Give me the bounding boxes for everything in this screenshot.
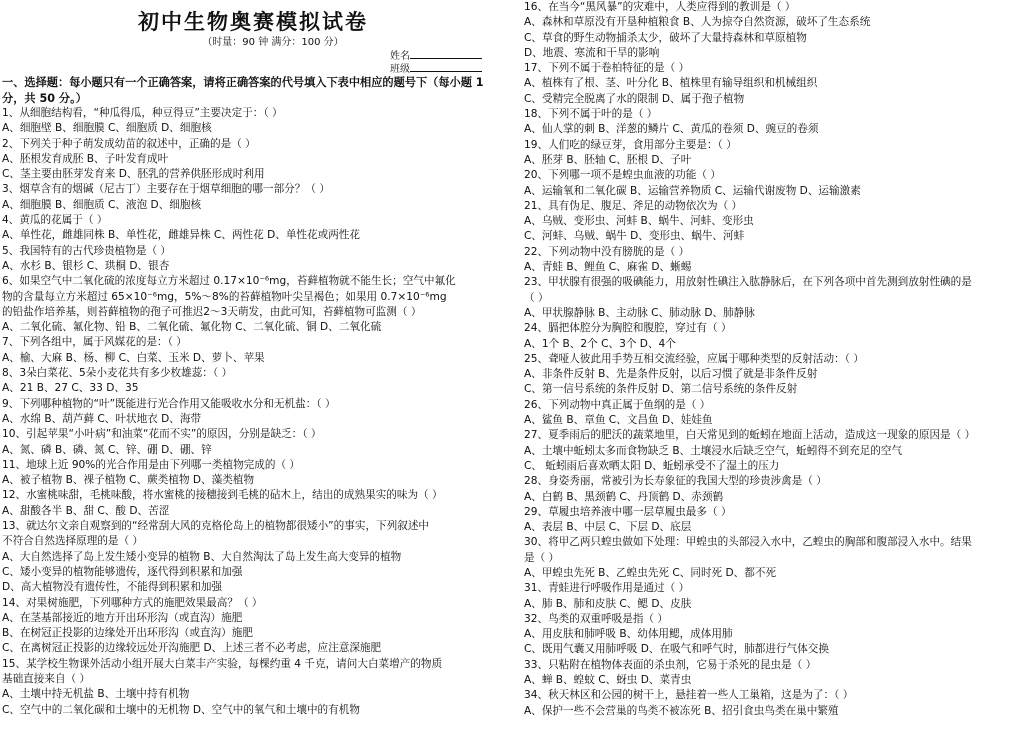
question-line: 26、下列动物中真正属于鱼纲的是（ ） bbox=[524, 398, 711, 411]
question-line: A、森林和草原没有开垦种植粮食 B、人为掠夺自然资源，破坏了生态系统 bbox=[524, 16, 871, 29]
page-title: 初中生物奥赛模拟试卷 bbox=[138, 9, 368, 34]
question-line: 9、下列哪种植物的“叶”既能进行光合作用又能吸收水分和无机盐：（ ） bbox=[2, 397, 336, 410]
question-line: 17、下列不属于卷柏特征的是（ ） bbox=[524, 62, 690, 75]
question-line: 15、某学校生物课外活动小组开展大白菜丰产实验，每棵约重 4 千克，请问大白菜增产的物质 bbox=[2, 657, 443, 670]
question-line: 7、下列各组中，属于风媒花的是：（ ） bbox=[2, 336, 187, 349]
question-line: A、鲨鱼 B、章鱼 C、文昌鱼 D、娃娃鱼 bbox=[524, 414, 713, 427]
question-line: A、水杉 B、银杉 C、珙桐 D、银杏 bbox=[2, 259, 170, 272]
question-line: A、土壤中蚯蚓太多而食物缺乏 B、土壤浸水后缺乏空气，蚯蚓得不到充足的空气 bbox=[524, 444, 903, 457]
class-label: 班级 bbox=[390, 64, 410, 75]
question-line: 18、下列不属于叶的是（ ） bbox=[524, 108, 658, 121]
exam-time-score: （时量：90 钟 满分：100 分） bbox=[202, 37, 344, 48]
question-line: D、高大植物没有遗传性，不能得到积累和加强 bbox=[2, 581, 223, 594]
question-line: A、甲状腺静脉 B、主动脉 C、肺动脉 D、肺静脉 bbox=[524, 306, 755, 319]
question-line: A、榆、大麻 B、杨、柳 C、白菜、玉米 D、萝卜、苹果 bbox=[2, 351, 265, 364]
question-line: C、河蚌、乌贼、蜗牛 D、变形虫、蜗牛、河蚌 bbox=[524, 230, 745, 243]
question-line: 28、身姿秀丽，常被引为长寿象征的我国大型的珍贵涉禽是（ ） bbox=[524, 475, 827, 488]
question-line: 31、青蛙进行呼吸作用是通过（ ） bbox=[524, 582, 690, 595]
question-line: 30、将甲乙两只蝗虫做如下处理：甲蝗虫的头部浸入水中，乙蝗虫的胸部和腹部浸入水中。结果 bbox=[524, 536, 972, 549]
question-line: 是（ ） bbox=[524, 551, 560, 564]
question-line: C、受精完全脱离了水的限制 D、属于孢子植物 bbox=[524, 92, 745, 105]
question-line: 不符合自然选择原理的是（ ） bbox=[2, 535, 144, 548]
question-line: A、在茎基部接近的地方开出环形沟（或直沟）施肥 bbox=[2, 611, 243, 624]
question-line: 16、在当今“黑风暴”的灾难中，人类应得到的教训是（ ） bbox=[524, 1, 796, 13]
left-column bbox=[0, 0, 506, 718]
question-line: A、保护一些不会营巢的鸟类不被冻死 B、招引食虫鸟类在巢中繁殖 bbox=[524, 704, 839, 717]
question-line: 24、膈把体腔分为胸腔和腹腔，穿过有（ ） bbox=[524, 322, 732, 335]
question-line: 4、黄瓜的花属于（ ） bbox=[2, 214, 108, 227]
question-list-right bbox=[512, 0, 1024, 719]
question-line: C、茎主要由胚芽发育来 D、胚乳的营养供胚形成时利用 bbox=[2, 168, 265, 181]
question-line: A、大自然选择了岛上发生矮小变异的植物 B、大自然淘汰了岛上发生高大变异的植物 bbox=[2, 550, 402, 563]
question-line: 的铅盐作培养基，则苔藓植物的孢子可推迟2～3天萌发，由此可知，苔藓植物可监测（ ） bbox=[2, 305, 422, 318]
question-line: A、二氧化硫、氟化物、铅 B、二氧化硫、氟化物 C、二氧化硫、铜 D、二氧化硫 bbox=[2, 321, 382, 334]
question-line: 25、聋哑人彼此用手势互相交流经验，应属于哪种类型的反射活动：（ ） bbox=[524, 352, 864, 365]
question-line: A、仙人掌的刺 B、洋葱的鳞片 C、黄瓜的卷须 D、豌豆的卷须 bbox=[524, 123, 819, 136]
question-line: A、水绵 B、葫芦藓 C、叶状地衣 D、海带 bbox=[2, 412, 202, 425]
right-column bbox=[512, 0, 1024, 719]
question-line: A、细胞壁 B、细胞膜 C、细胞质 D、细胞核 bbox=[2, 122, 212, 135]
question-line: 3、烟草含有的烟碱（尼古丁）主要存在于烟草细胞的哪一部分？（ ） bbox=[2, 183, 330, 196]
question-line: C、 蚯蚓雨后喜欢晒太阳 D、蚯蚓承受不了湿土的压力 bbox=[524, 459, 780, 472]
question-line: 物的含量每立方米超过 65×10⁻⁶mg，5%～8%的苔藓植物叶尖呈褐色；如果用 0.7×10⁻⁶mg bbox=[2, 290, 447, 303]
question-line: 21、具有伪足、腹足、斧足的动物依次为（ ） bbox=[524, 199, 743, 212]
class-field bbox=[0, 62, 506, 75]
question-line: （ ） bbox=[524, 291, 549, 304]
question-line: 2、下列关于种子萌发成幼苗的叙述中，正确的是（ ） bbox=[2, 137, 256, 150]
question-line: 23、甲状腺有很强的吸碘能力，用放射性碘注入肱静脉后，在下列各项中首先测到放射性碘的是 bbox=[524, 276, 972, 289]
question-line: 34、秋天林区和公园的树干上，悬挂着一些人工巢箱，这是为了：（ ） bbox=[524, 689, 854, 702]
question-line: 20、下列哪一项不是蝗虫血液的功能（ ） bbox=[524, 169, 721, 182]
question-line: 5、我国特有的古代珍贵植物是（ ） bbox=[2, 244, 172, 257]
class-blank bbox=[410, 62, 482, 72]
question-line: A、用皮肤和肺呼吸 B、幼体用鳃，成体用肺 bbox=[524, 628, 733, 641]
question-line: A、蝉 B、蝗蚊 C、蚜虫 D、菜青虫 bbox=[524, 674, 692, 687]
question-line: 33、只粘附在植物体表面的杀虫剂，它易于杀死的昆虫是（ ） bbox=[524, 658, 817, 671]
question-line: A、细胞膜 B、细胞质 C、液泡 D、细胞核 bbox=[2, 198, 202, 211]
question-line: A、甜酸各半 B、甜 C、酸 D、苦涩 bbox=[2, 504, 170, 517]
question-line: 27、夏季雨后的肥沃的蔬菜地里，白天常见到的蚯蚓在地面上活动，造成这一现象的原因是（ ） bbox=[524, 429, 976, 442]
question-line: C、既用气囊又用肺呼吸 D、在吸气和呼气时，肺都进行气体交换 bbox=[524, 643, 829, 656]
section-heading: 一、选择题：每小题只有一个正确答案，请将正确答案的代号填入下表中相应的题号下（每小题 1 分，共 50 分。） bbox=[2, 76, 484, 105]
question-line: D、地震、寒流和干旱的影响 bbox=[524, 46, 660, 59]
question-line: A、植株有了根、茎、叶分化 B、植株里有输导组织和机械组织 bbox=[524, 77, 818, 90]
question-line: A、21 B、27 C、33 D、35 bbox=[2, 382, 139, 395]
question-line: C、空气中的二氧化碳和土壤中的无机物 D、空气中的氧气和土壤中的有机物 bbox=[2, 703, 360, 716]
question-line: 32、鸟类的双重呼吸是指（ ） bbox=[524, 612, 668, 625]
question-line: A、肺 B、肺和皮肤 C、鳃 D、皮肤 bbox=[524, 597, 692, 610]
question-line: A、表层 B、中层 C、下层 D、底层 bbox=[524, 521, 692, 534]
question-line: A、乌贼、变形虫、河蚌 B、蜗牛、河蚌、变形虫 bbox=[524, 215, 754, 228]
question-line: C、草食的野生动物捕杀太少，破坏了大量持森林和草原植物 bbox=[524, 31, 807, 44]
question-line: A、被子植物 B、裸子植物 C、蕨类植物 D、藻类植物 bbox=[2, 474, 255, 487]
question-line: A、胚芽 B、胚轴 C、胚根 D、子叶 bbox=[524, 153, 692, 166]
question-line: C、第一信号系统的条件反射 D、第二信号系统的条件反射 bbox=[524, 383, 798, 396]
question-line: 8、3朵白菜花、5朵小麦花共有多少枚雄蕊：（ ） bbox=[2, 367, 233, 380]
question-list-left bbox=[0, 106, 506, 718]
question-line: A、白鹤 B、黑颈鹤 C、丹顶鹤 D、赤颈鹤 bbox=[524, 490, 724, 503]
question-line: A、运输氧和二氧化碳 B、运输营养物质 C、运输代谢废物 D、运输激素 bbox=[524, 184, 861, 197]
question-line: A、氮、磷 B、磷、氮 C、锌、硼 D、硼、锌 bbox=[2, 443, 212, 456]
name-field bbox=[0, 49, 506, 62]
question-line: 22、下列动物中没有膀胱的是（ ） bbox=[524, 245, 690, 258]
question-line: 14、对果树施肥，下列哪种方式的施肥效果最高？（ ） bbox=[2, 596, 263, 609]
question-line: A、甲蝗虫先死 B、乙蝗虫先死 C、同时死 D、都不死 bbox=[524, 566, 777, 579]
name-label: 姓名 bbox=[390, 51, 410, 62]
question-line: 29、草履虫培养液中哪一层草履虫最多（ ） bbox=[524, 505, 732, 518]
question-line: C、在离树冠正投影的边缘较远处开沟施肥 D、上述三者不必考虑，应注意深施肥 bbox=[2, 642, 382, 655]
question-line: A、1个 B、2个 C、3个 D、4个 bbox=[524, 337, 676, 350]
question-line: A、胚根发育成胚 B、子叶发育成叶 bbox=[2, 152, 169, 165]
question-line: A、青蛙 B、鲤鱼 C、麻雀 D、蜥蜴 bbox=[524, 261, 692, 274]
question-line: A、非条件反射 B、先是条件反射，以后习惯了就是非条件反射 bbox=[524, 368, 818, 381]
question-line: 12、水蜜桃味甜，毛桃味酸，将水蜜桃的接穗接到毛桃的砧木上，结出的成熟果实的味为（ ） bbox=[2, 489, 443, 502]
question-line: B、在树冠正投影的边缘处开出环形沟（或直沟）施肥 bbox=[2, 627, 253, 640]
question-line: C、矮小变异的植物能够遗传，逐代得到积累和加强 bbox=[2, 565, 243, 578]
question-line: 11、地球上近 90%的光合作用是由下列哪一类植物完成的（ ） bbox=[2, 458, 301, 471]
question-line: A、单性花，雌雄同株 B、单性花，雌雄异株 C、两性花 D、单性花或两性花 bbox=[2, 229, 360, 242]
question-line: 10、引起苹果“小叶病”和油菜“花而不实”的原因，分别是缺乏：（ ） bbox=[2, 428, 322, 441]
question-line: 基础直接来自（ ） bbox=[2, 672, 91, 685]
name-blank bbox=[410, 49, 482, 59]
question-line: 1、从细胞结构看，“种瓜得瓜，种豆得豆”主要决定于：（ ） bbox=[2, 107, 283, 119]
question-line: 6、如果空气中二氧化硫的浓度每立方米超过 0.17×10⁻⁶mg，苔藓植物就不能生长；空气中氟化 bbox=[2, 275, 456, 288]
question-line: A、土壤中持无机盐 B、土壤中持有机物 bbox=[2, 688, 190, 701]
question-line: 13、就达尔文亲自观察到的“经常刮大风的克格伦岛上的植物都很矮小”的事实，下列叙述中 bbox=[2, 520, 430, 533]
question-line: 19、人们吃的绿豆芽，食用部分主要是：（ ） bbox=[524, 138, 737, 151]
